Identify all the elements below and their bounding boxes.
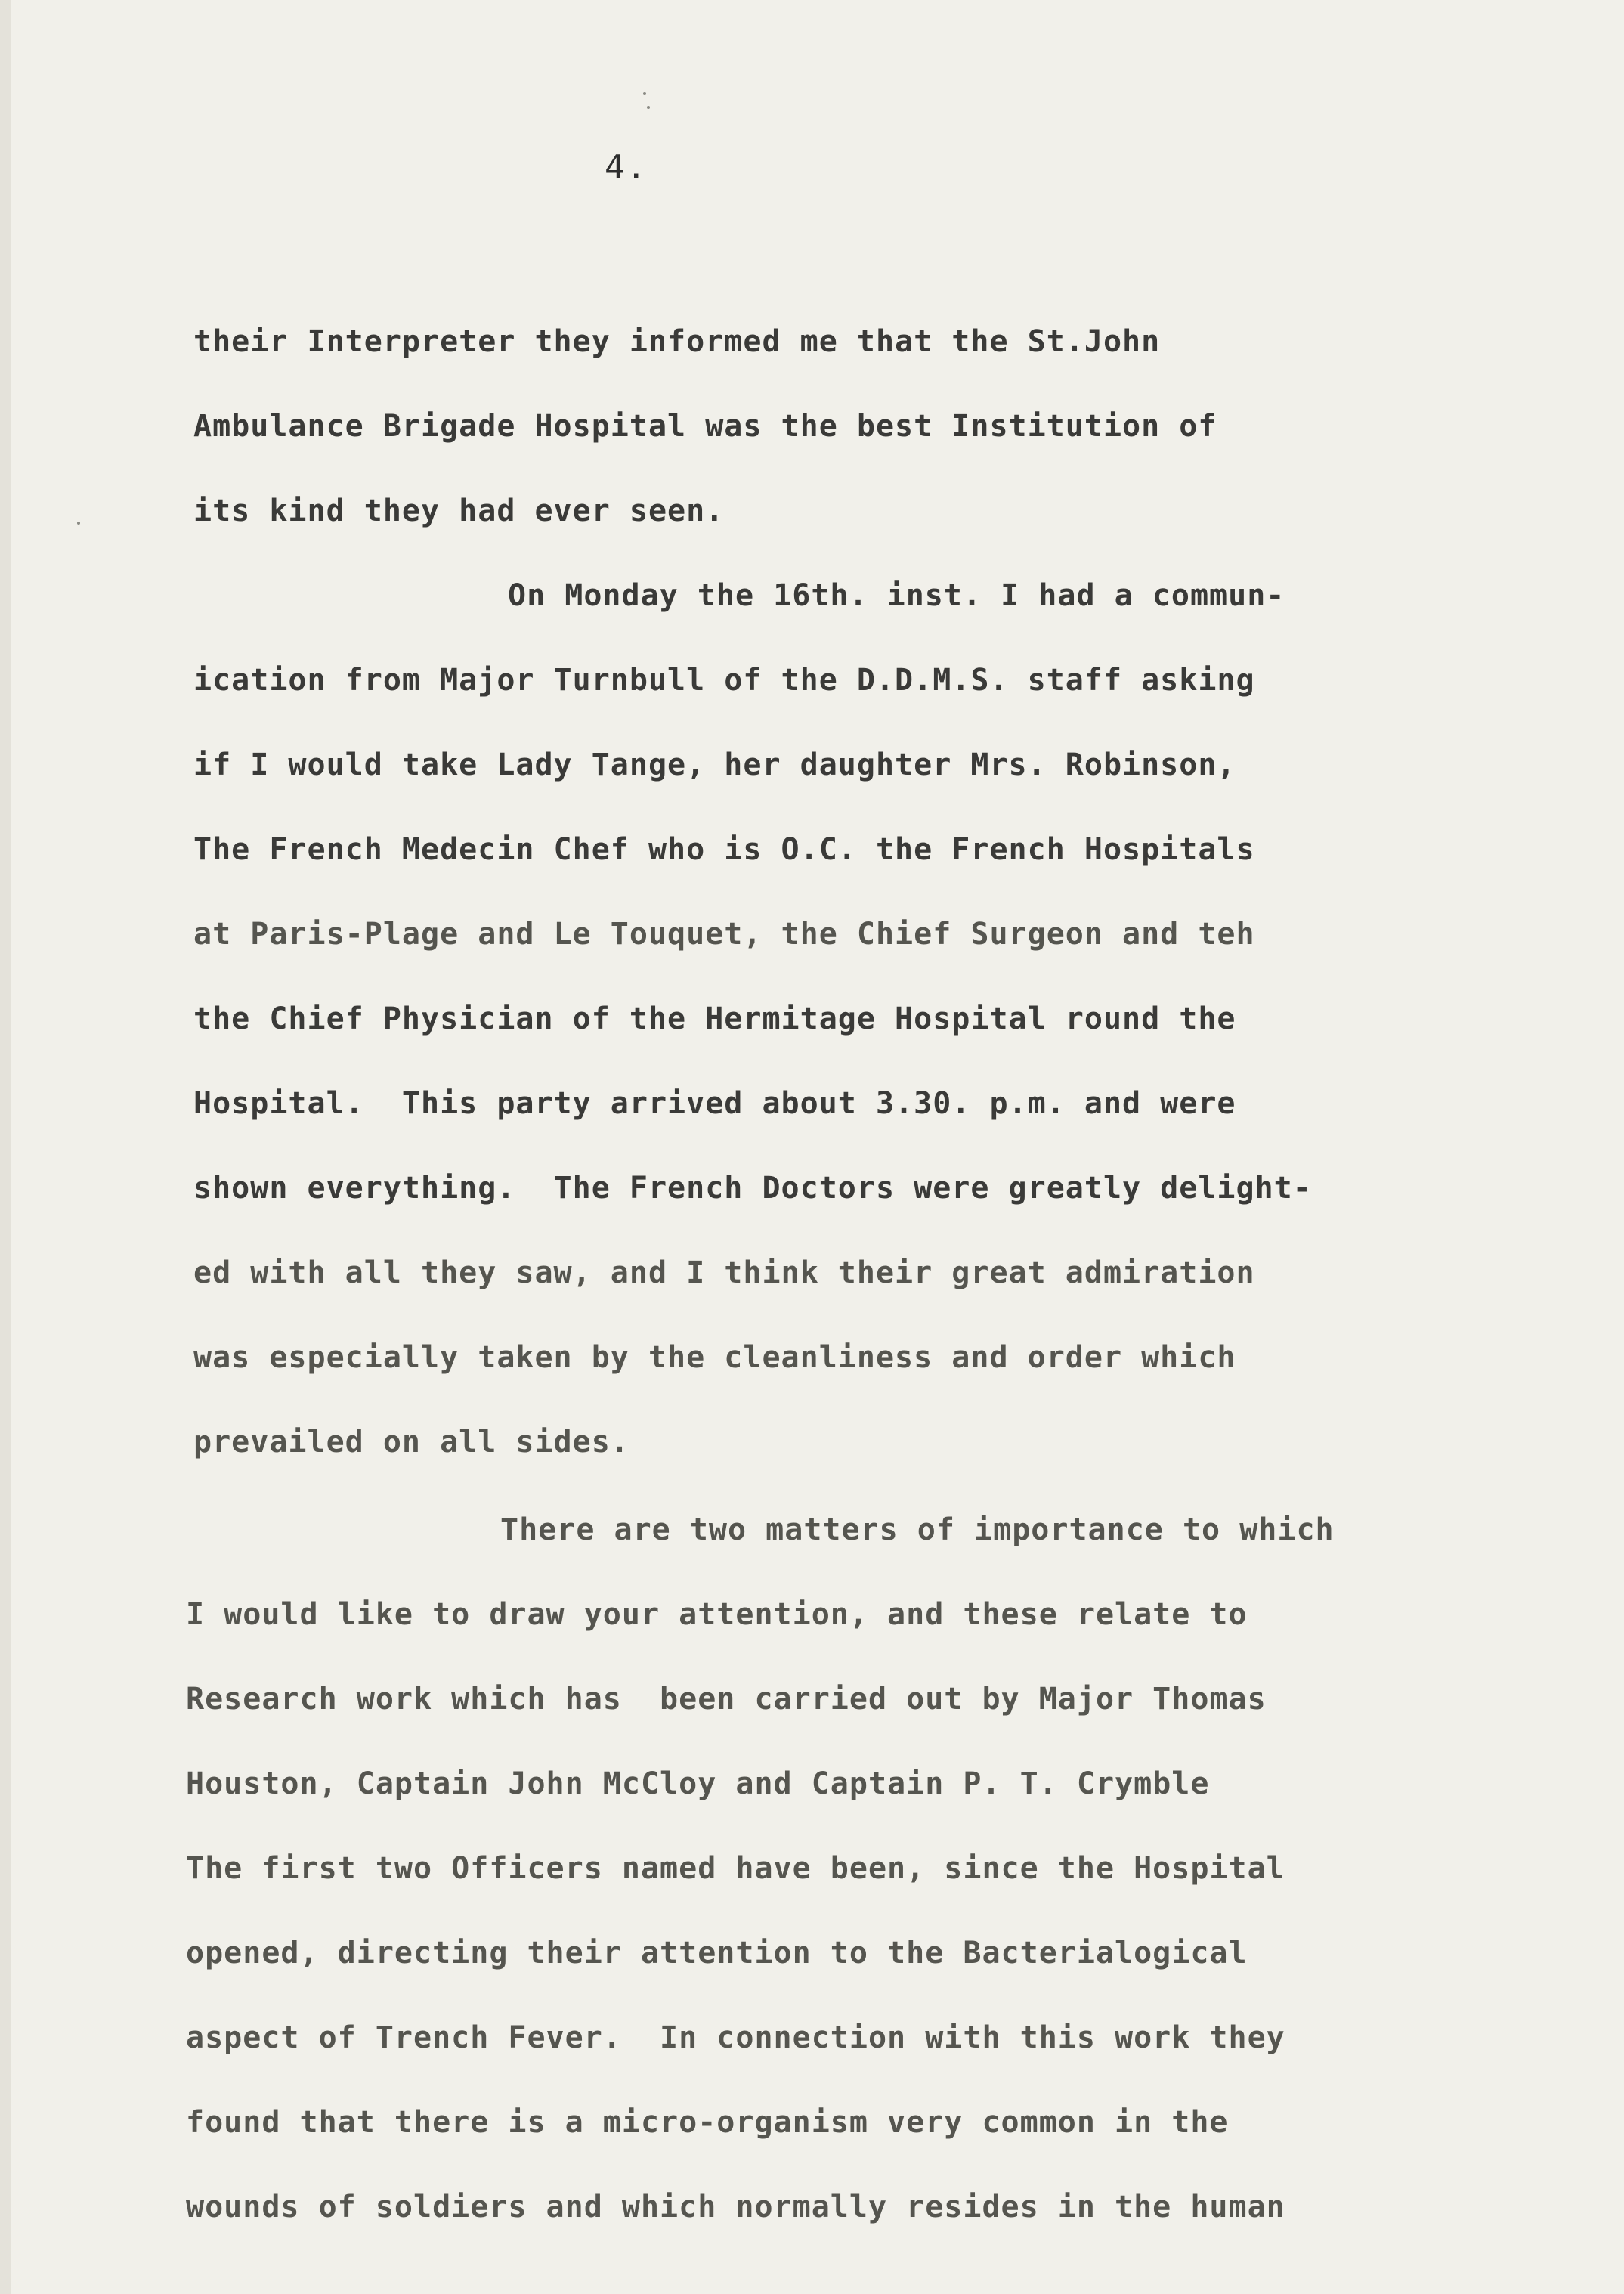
text-line: found that there is a micro-organism very common in the bbox=[186, 2105, 1229, 2140]
text-line: aspect of Trench Fever. In connection with this work they bbox=[186, 2020, 1285, 2055]
text-line: On Monday the 16th. inst. I had a commun- bbox=[508, 578, 1285, 613]
text-line: Research work which has been carried out by Major Thomas bbox=[186, 1682, 1267, 1717]
text-line: Houston, Captain John McCloy and Captain P. T. Crymble bbox=[186, 1766, 1210, 1801]
text-line: shown everything. The French Doctors were greatly delight- bbox=[193, 1171, 1312, 1206]
text-line: Ambulance Brigade Hospital was the best Institution of bbox=[193, 409, 1217, 444]
text-line: ed with all they saw, and I think their great admiration bbox=[193, 1255, 1255, 1290]
page-number: 4. bbox=[605, 148, 648, 187]
text-line: if I would take Lady Tange, her daughter Mrs. Robinson, bbox=[193, 748, 1236, 782]
text-line: its kind they had ever seen. bbox=[193, 494, 725, 528]
text-line: The first two Officers named have been, since the Hospital bbox=[186, 1851, 1285, 1886]
text-line: prevailed on all sides. bbox=[193, 1425, 629, 1460]
text-line: was especially taken by the cleanliness and order which bbox=[193, 1340, 1236, 1375]
text-line: the Chief Physician of the Hermitage Hospital round the bbox=[193, 1001, 1236, 1036]
text-line: wounds of soldiers and which normally resides in the human bbox=[186, 2190, 1285, 2224]
text-line: I would like to draw your attention, and these relate to bbox=[186, 1597, 1248, 1632]
text-line: at Paris-Plage and Le Touquet, the Chief Surgeon and teh bbox=[193, 917, 1255, 952]
text-line: opened, directing their attention to the Bacterialogical bbox=[186, 1936, 1248, 1970]
text-line: Hospital. This party arrived about 3.30. p.m. and were bbox=[193, 1086, 1236, 1121]
text-line: The French Medecin Chef who is O.C. the French Hospitals bbox=[193, 832, 1255, 867]
text-line: ication from Major Turnbull of the D.D.M.S. staff asking bbox=[193, 663, 1255, 698]
text-line: There are two matters of importance to which bbox=[500, 1512, 1335, 1547]
text-line: their Interpreter they informed me that the St.John bbox=[193, 324, 1161, 359]
